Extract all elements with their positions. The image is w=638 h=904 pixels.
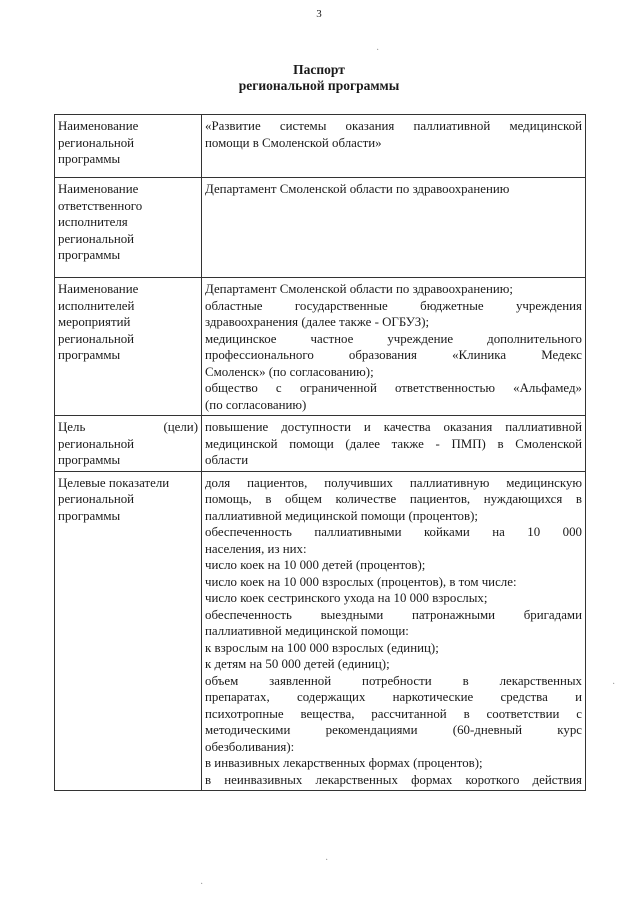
value-line: помощь, в общем количестве пациентов, нуждающихся в	[205, 492, 582, 506]
value-line: областные государственные бюджетные учреждения	[205, 298, 582, 313]
value-line: обеспеченность паллиативными койками на 10 000	[205, 525, 582, 539]
value-line: области	[205, 453, 249, 467]
goal-label-word: Цель	[58, 420, 86, 434]
value-line: в инвазивных лекарственных формах (процентов);	[205, 756, 483, 770]
value-line: населения, из них:	[205, 541, 307, 556]
page-number: 3	[316, 8, 322, 20]
title-line-2: региональной программы	[238, 78, 400, 93]
table-row	[55, 178, 586, 278]
scan-speck: ·	[200, 879, 204, 890]
row-value	[202, 416, 586, 472]
value-line: к детям на 50 000 детей (единиц);	[205, 657, 390, 671]
table-row	[55, 115, 586, 178]
row-value	[202, 471, 586, 791]
row-value	[202, 178, 586, 278]
table-row	[55, 416, 586, 472]
goal-label-first-line	[58, 419, 198, 436]
row-label: Наименование региональной программы	[55, 115, 202, 178]
row-value	[202, 278, 586, 416]
value-line: общество с ограниченной ответственностью «Альфамед»	[205, 381, 582, 395]
value-line: обезболивания):	[205, 739, 295, 754]
goal-label-word-bracket: (цели)	[163, 420, 198, 434]
table-row	[55, 278, 586, 416]
value-line: Департамент Смоленской области по здравоохранению	[205, 182, 510, 196]
value-line: объем заявленной потребности в лекарственных	[205, 673, 582, 688]
row-value	[202, 115, 586, 178]
value-line: (по согласованию)	[205, 397, 307, 412]
value-line: число коек сестринского ухода на 10 000 взрослых;	[205, 591, 488, 605]
value-line: медицинской помощи (далее также - ПМП) в Смоленской	[205, 436, 582, 451]
passport-table	[54, 114, 586, 791]
scan-speck: ·	[325, 855, 329, 866]
table-row	[55, 471, 586, 791]
value-line: Департамент Смоленской области по здравоохранению;	[205, 282, 513, 296]
value-line: препаратах, содержащих наркотические средства и	[205, 690, 582, 704]
row-label	[55, 416, 202, 472]
value-line: паллиативной медицинской помощи:	[205, 624, 409, 638]
scan-speck: ·	[612, 679, 616, 690]
value-line: в неинвазивных лекарственных формах короткого действия	[205, 772, 582, 787]
value-line: Смоленск» (по согласованию);	[205, 364, 374, 379]
value-line: методическими рекомендациями (60-дневный курс	[205, 723, 582, 737]
value-line: здравоохранения (далее также - ОГБУЗ);	[205, 315, 430, 329]
value-line: медицинское частное учреждение дополнительного	[205, 331, 582, 346]
goal-label-rest: региональной программы	[58, 436, 135, 467]
value-line: «Развитие системы оказания паллиативной медицинской	[205, 119, 582, 133]
value-line: число коек на 10 000 детей (процентов);	[205, 558, 426, 572]
row-label: Целевые показатели региональной программы	[55, 471, 202, 791]
row-label: Наименование ответственного исполнителя региональной программы	[55, 178, 202, 278]
value-line: профессионального образования «Клиника Медекс	[205, 348, 582, 362]
scan-speck: ·	[376, 45, 380, 56]
value-line: психотропные вещества, рассчитанной в соответствии с	[205, 706, 582, 721]
value-line: к взрослым на 100 000 взрослых (единиц);	[205, 640, 439, 655]
value-line: паллиативной медицинской помощи (процентов);	[205, 508, 478, 523]
value-line: обеспеченность выездными патронажными бригадами	[205, 607, 582, 622]
value-line: помощи в Смоленской области»	[205, 135, 382, 150]
value-line: число коек на 10 000 взрослых (процентов), в том числе:	[205, 574, 517, 589]
title-line-1: Паспорт	[293, 62, 345, 77]
value-line: доля пациентов, получивших паллиативную медицинскую	[205, 475, 582, 490]
document-title	[0, 62, 638, 94]
value-line: повышение доступности и качества оказания паллиативной	[205, 420, 582, 434]
row-label: Наименование исполнителей мероприятий региональной программы	[55, 278, 202, 416]
